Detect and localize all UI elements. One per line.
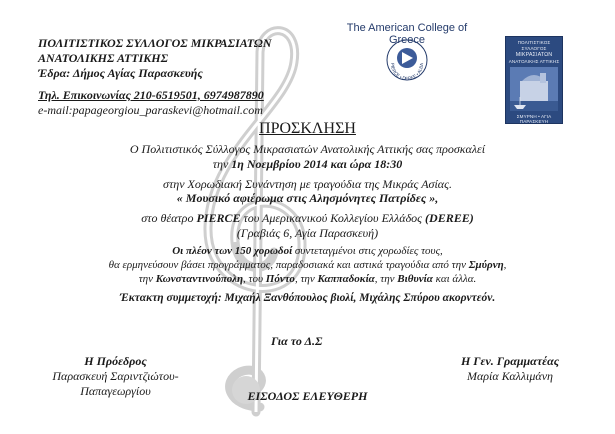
songs-text: θα ερμηνεύσουν βάσει προγράμματος, παραδοσιακά και αστικά τραγούδια από την	[108, 259, 466, 271]
choir-count: Οι πλέον των 150 χορωδοί	[172, 245, 293, 257]
president-name-line2: Παπαγεωργίου	[80, 384, 151, 398]
songs-line: θα ερμηνεύσουν βάσει προγράμματος, παραδοσιακά και αστικά τραγούδια από την Σμύρνη,	[108, 259, 507, 271]
place-kappadokia: Καππαδοκία	[317, 273, 375, 285]
secretary-name: Μαρία Καλλιμάνη	[467, 369, 553, 383]
president-name-line1: Παρασκευή Σαριντζιώτου-	[52, 369, 179, 383]
badge-line3: ΜΙΚΡΑΣΙΑΤΩΝ	[515, 52, 553, 58]
association-seat: Έδρα: Δήμος Αγίας Παρασκευής	[38, 66, 203, 80]
place-vithynia: Βιθυνία	[397, 273, 433, 285]
places-end: και άλλα.	[435, 273, 477, 285]
places-tin: , την	[294, 273, 315, 285]
church-illustration	[510, 67, 558, 111]
venue-pierce: PIERCE	[196, 211, 241, 225]
badge-line2: ΣΥΛΛΟΓΟΣ	[521, 46, 547, 51]
association-email[interactable]: e-mail:papageorgiou_paraskevi@hotmail.com	[38, 103, 263, 117]
place-smyrni: Σμύρνη	[468, 259, 504, 271]
college-name: The American College of Greece	[346, 22, 468, 46]
for-board: Για το Δ.Σ	[271, 334, 323, 348]
badge-line4: ΑΝΑΤΟΛΙΚΗΣ ΑΤΤΙΚΗΣ	[508, 59, 560, 64]
invitation-title: ΠΡΟΣΚΛΗΣΗ	[259, 120, 356, 137]
association-name-line1: ΠΟΛΙΤΙΣΤΙΚΟΣ ΣΥΛΛΟΓΟΣ ΜΙΚΡΑΣΙΑΤΩΝ	[38, 36, 272, 50]
venue-address: (Γραβιάς 6, Αγία Παρασκευή)	[236, 226, 379, 240]
badge-line1: ΠΟΛΙΤΙΣΤΙΚΟΣ	[517, 40, 551, 45]
association-badge	[505, 36, 563, 124]
venue-middle: του Αμερικανικού Κολλεγίου Ελλάδος	[243, 211, 423, 225]
free-entry: ΕΙΣΟΔΟΣ ΕΛΕΥΘΕΡΗ	[247, 389, 368, 403]
places-line	[0, 273, 615, 285]
secretary-title: Η Γεν. Γραμματέας	[460, 354, 560, 368]
event-subtitle: « Μουσικό αφιέρωμα στις Αλησμόνητες Πατρίδες »,	[176, 191, 439, 205]
venue-deree: (DEREE)	[425, 211, 474, 225]
place-pontos: Πόντο	[265, 273, 295, 285]
invitation-date-line	[0, 157, 615, 172]
college-emblem-text: PIERCE • DEREE • ALBA	[389, 62, 425, 82]
president-title: Η Πρόεδρος	[84, 354, 147, 368]
places-tou: , του	[243, 273, 264, 285]
association-name-line2: ΑΝΑΤΟΛΙΚΗΣ ΑΤΤΙΚΗΣ	[38, 51, 169, 65]
college-emblem-icon	[385, 38, 429, 82]
association-phone: Τηλ. Επικοινωνίας 210-6519501, 6974987890	[38, 88, 264, 102]
place-konstantinoupoli: Κωνσταντινούπολη	[155, 273, 244, 285]
badge-footer: ΣΜΥΡΝΗ • ΑΓΙΑ ΠΑΡΑΣΚΕΥΗ	[516, 114, 552, 124]
event-date: 1η Νοεμβρίου 2014 και ώρα 18:30	[231, 157, 403, 171]
places-prefix: την	[138, 273, 154, 285]
special-guests: Έκτακτη συμμετοχή: Μιχαήλ Ξανθόπουλος βιολί, Μιχάλης Σπύρου ακορντεόν.	[119, 292, 496, 304]
invitation-line3: στην Χορωδιακή Συνάντηση με τραγούδια της Μικράς Ασίας.	[163, 177, 452, 191]
places-tin2: , την	[374, 273, 395, 285]
venue-prefix: στο θέατρο	[141, 211, 194, 225]
american-college-logo	[332, 22, 482, 86]
venue-line	[0, 211, 615, 226]
invitation-line1: Ο Πολιτιστικός Σύλλογος Μικρασιατών Ανατολικής Αττικής σας προσκαλεί	[129, 142, 486, 156]
choir-rest: συντεταγμένοι στις χορωδίες τους,	[294, 245, 443, 257]
date-prefix: την	[212, 157, 229, 171]
choir-line	[0, 245, 615, 257]
